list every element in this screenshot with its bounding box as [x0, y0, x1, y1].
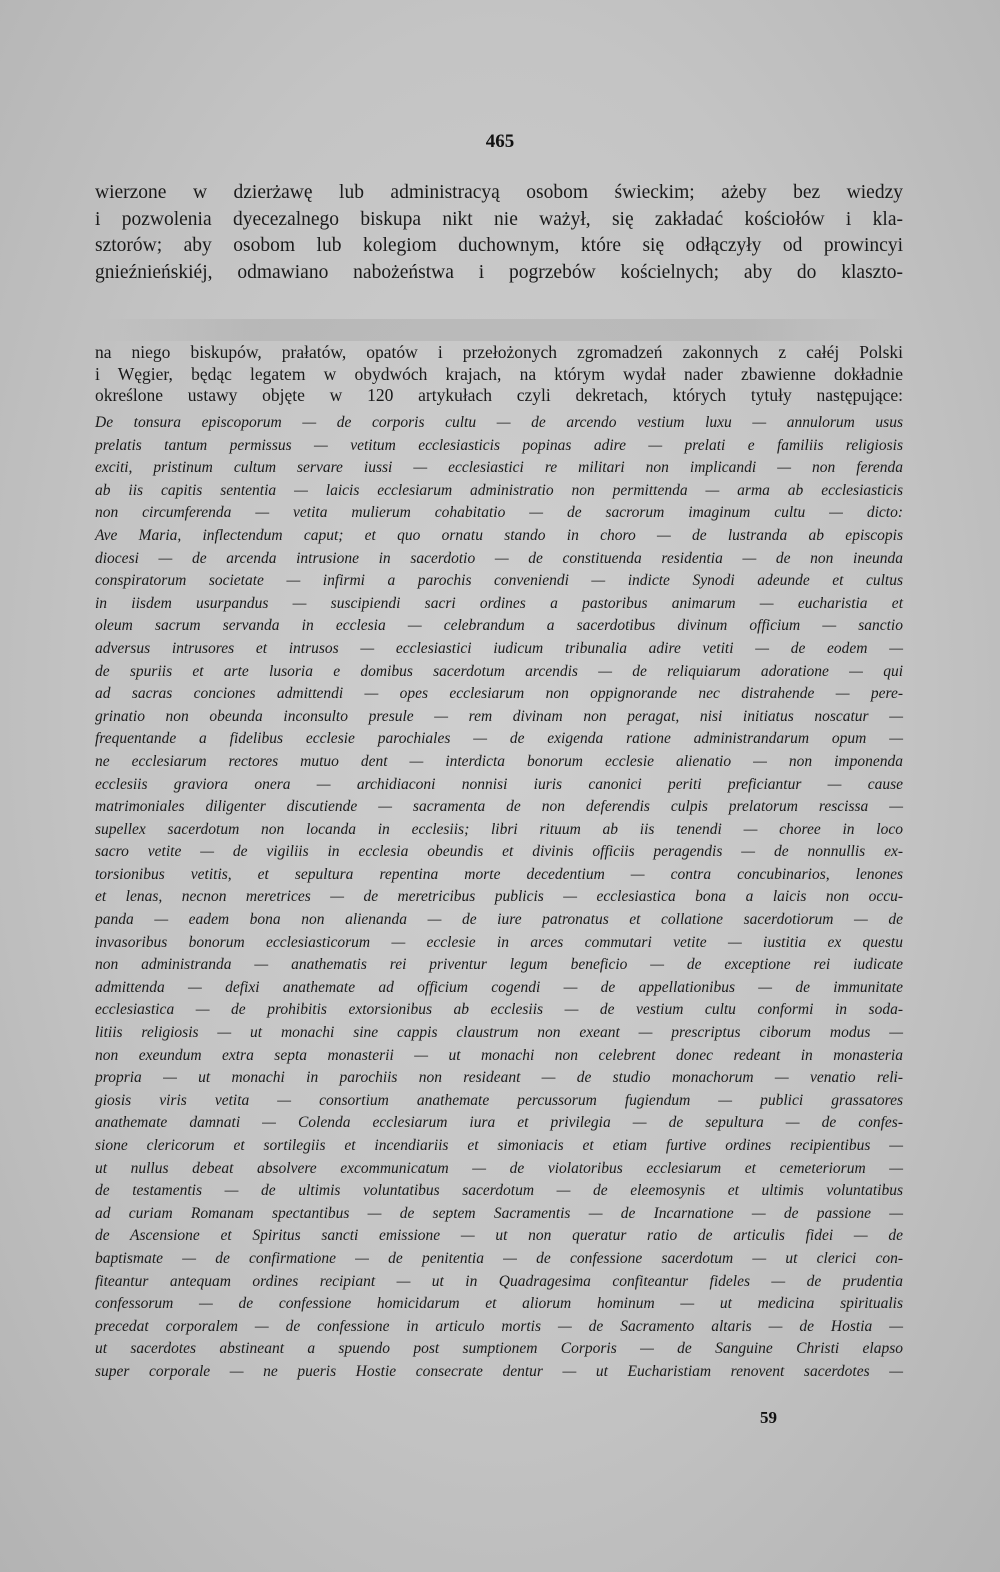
decree-line: invasoribus bonorum ecclesiasticorum — ecclesie in arces commutari vetite — iustitia ex questu [95, 933, 903, 951]
decree-line: et lenas, necnon meretrices — de meretricibus publicis — ecclesiastica bona a laicis non occu- [95, 888, 903, 906]
text-line: na niego biskupów, prałatów, opatów i przełożonych zgromadzeń zakonnych z całéj Polski [95, 342, 903, 362]
decree-line: sacro vetite — de vigiliis in ecclesia obeundis et divinis officiis peragendis — de nonnullis ex- [95, 843, 903, 861]
decree-line: conspiratorum societate — infirmi a parochis conveniendi — indicte Synodi adeunde et cultus [95, 572, 903, 590]
decree-line: non circumferenda — vetita mulierum cohabitatio — de sacrorum imaginum cultu — dicto: [95, 504, 903, 522]
decree-line: adversus intrusores et intrusos — ecclesiastici iudicum tribunalia adire vetiti — de eodem — [95, 639, 903, 657]
text-line: gnieźnieńskiéj, odmawiano nabożeństwa i pogrzebów kościelnych; aby do klaszto- [95, 262, 903, 284]
decree-line: admittenda — defixi anathemate ad officium cogendi — de appellationibus — de immunitate [95, 978, 903, 996]
decree-line: ut nullus debeat absolvere excommunicatum — de violatoribus ecclesiarum et cemeteriorum — [95, 1159, 903, 1177]
page-number: 465 [485, 131, 515, 152]
decree-line: baptismate — de confirmatione — de penitentia — de confessione sacerdotum — ut clerici con- [95, 1249, 903, 1267]
decree-line: oleum sacrum servanda in ecclesia — celebrandum a sacerdotibus divinum officium — sanctio [95, 617, 903, 635]
text-line: i Węgier, będąc legatem w obydwóch krajach, na którym wydał nader zbawienne dokładnie [95, 363, 903, 384]
decree-line: torsionibus vetitis, et sepultura repentina morte decedentium — contra concubinarios, lenones [95, 865, 903, 883]
decree-line: ad curiam Romanam spectantibus — de septem Sacramentis — de Incarnatione — de passione — [95, 1204, 903, 1222]
decree-line: fiteantur antequam ordines recipiant — ut in Quadragesima confiteantur fideles — de prudentia [95, 1272, 903, 1290]
decree-line: de spuriis et arte lusoria e domibus sacerdotum arcendis — de reliquiarum adoratione — qui [95, 662, 903, 680]
decree-line: de Ascensione et Spiritus sancti emissione — ut non queratur ratio de articulis fidei — de [95, 1227, 903, 1245]
paragraph-top [95, 180, 903, 287]
decree-line: confessorum — de confessione homicidarum et aliorum hominum — ut medicina spiritualis [95, 1295, 903, 1313]
decree-line: panda — eadem bona non alienanda — de iure patronatus et collatione sacerdotiorum — de [95, 911, 903, 929]
decree-line: ut sacerdotes abstineant a spuendo post sumptionem Corporis — de Sanguine Christi elapso [95, 1340, 903, 1358]
decree-line: frequentande a fidelibus ecclesie parochiales — de exigenda ratione administrandarum opum — [95, 730, 903, 748]
decree-line: ecclesiis graviora onera — archidiaconi nonnisi iuris canonici periti preficiantur — cause [95, 775, 903, 793]
decree-line: grinatio non obeunda inconsulto presule — rem divinam non peragat, nisi initiatus noscatur — [95, 707, 903, 725]
decree-line: supellex sacerdotum non locanda in ecclesiis; libri rituum ab iis tenendi — choree in loco [95, 820, 903, 838]
signature-mark: 59 [760, 1408, 777, 1427]
decree-line: super corporale — ne pueris Hostie consecrate dentur — ut Eucharistiam renovent sacerdotes — [95, 1362, 903, 1380]
paragraph-synod [95, 342, 903, 407]
decree-line: ecclesiastica — de prohibitis extorsionibus ab ecclesiis — de vestium cultu conformi in soda- [95, 1001, 903, 1019]
decree-line: ne ecclesiarum rectores mutuo dent — interdicta bonorum ecclesie alienatio — non imponenda [95, 752, 903, 770]
decree-line: diocesi — de arcenda intrusione in sacerdotio — de constituenda residentia — de non ineunda [95, 549, 903, 567]
decree-line: matrimoniales diligenter discutiende — sacramenta de non deferendis culpis prelatorum rescissa — [95, 798, 903, 816]
latin-decree-list [95, 412, 903, 1384]
decree-line: giosis viris vetita — consortium anathemate percussorum fugiendum — publici grassatores [95, 1091, 903, 1109]
decree-line: anathemate damnati — Colenda ecclesiarum iura et privilegia — de sepultura — de confes- [95, 1114, 903, 1132]
decree-line: propria — ut monachi in parochiis non resideant — de studio monachorum — venatio reli- [95, 1069, 903, 1087]
decree-line: precedat corporalem — de confessione in articulo mortis — de Sacramento altaris — de Hostia — [95, 1317, 903, 1335]
decree-line: ad sacras conciones admittendi — opes ecclesiarum non oppignorande nec distrahende — pere- [95, 685, 903, 703]
decree-line: non administranda — anathematis rei priventur legum beneficio — de exceptione rei iudicate [95, 956, 903, 974]
decree-line: exciti, pristinum cultum servare iussi — ecclesiastici re militari non implicandi — non ferenda [95, 459, 903, 477]
decree-line: prelatis tantum permissus — vetitum ecclesiasticis popinas adire — prelati e familiis religiosis [95, 436, 903, 454]
text-line: wierzone w dzierżawę lub administracyą osobom świeckim; ażeby bez wiedzy [95, 182, 903, 203]
text-line: sztorów; aby osobom lub kolegiom duchownym, które się odłączyły od prowincyi [95, 235, 903, 257]
decree-line: Ave Maria, inflectendum caput; et quo ornatu stando in choro — de lustranda ab episcopis [95, 526, 903, 544]
decree-line: in iisdem usurpandus — suscipiendi sacri ordines a pastoribus animarum — eucharistia et [95, 594, 903, 612]
text-line: i pozwolenia dyecezalnego biskupa nikt nie ważył, się zakładać kościołów i kla- [95, 208, 903, 230]
decree-line: ab iis capitis sententia — laicis ecclesiarum administratio non permittenda — arma ab ecclesiasticis [95, 481, 903, 499]
text-line: określone ustawy objęte w 120 artykułach czyli dekretach, których tytuły następujące: [95, 385, 903, 406]
decree-line: de testamentis — de ultimis voluntatibus sacerdotum — de eleemosynis et ultimis voluntatibus [95, 1182, 903, 1200]
decree-line: De tonsura episcoporum — de corporis cultu — de arcendo vestium luxu — annulorum usus [95, 414, 903, 431]
decree-line: litiis religiosis — ut monachi sine cappis claustrum non exeant — prescriptus ciborum modus — [95, 1024, 903, 1042]
decree-line: non exeundum extra septa monasterii — ut monachi non celebrent donec redeant in monasteria [95, 1046, 903, 1064]
bleed-through-band [100, 319, 900, 341]
decree-line: sione clericorum et sortilegiis et incendiariis et simoniacis et etiam furtive ordines recipientibus — [95, 1137, 903, 1154]
